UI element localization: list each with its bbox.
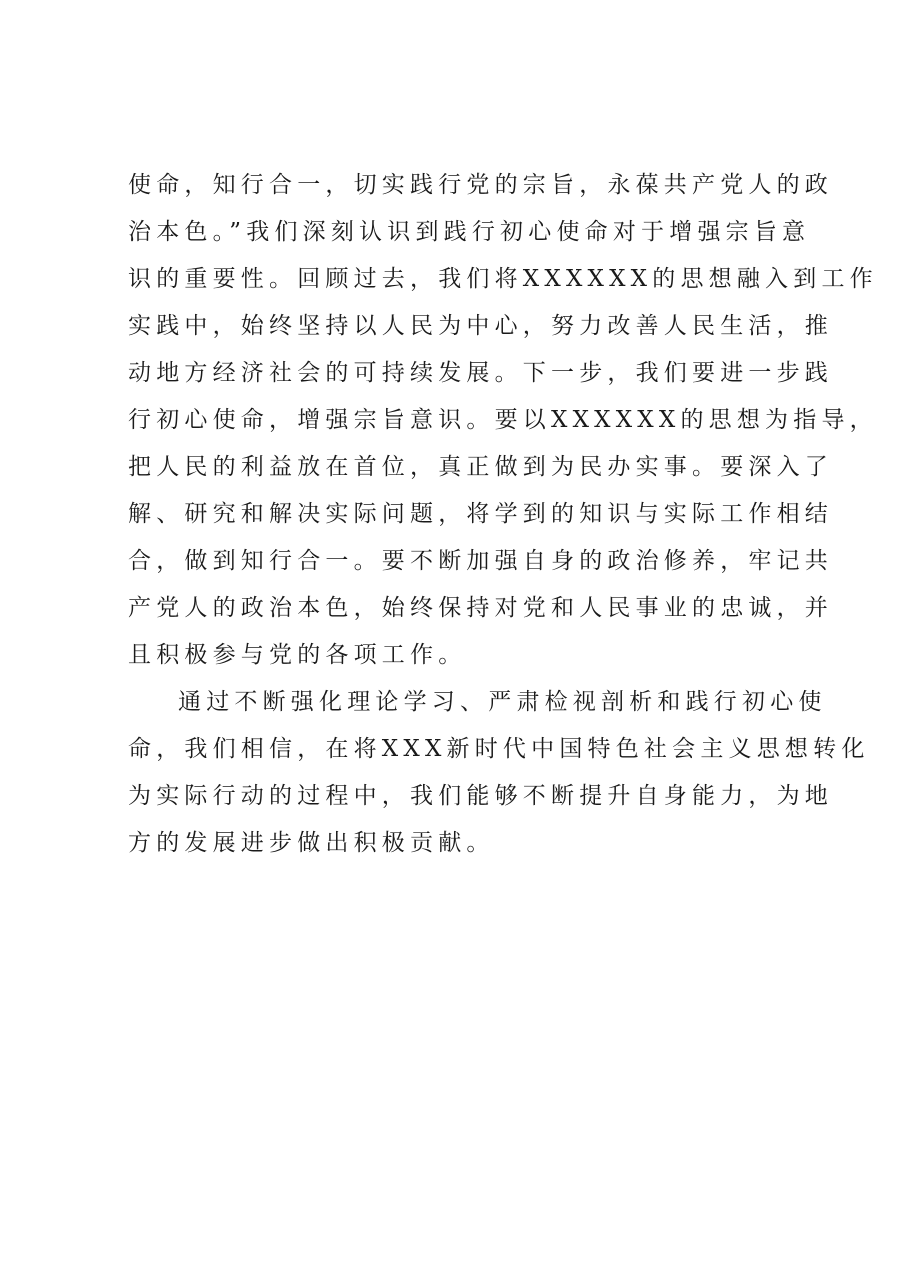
text-line: 动地方经济社会的可持续发展。下一步，我们要进一步践 [128,360,833,386]
document-body [128,162,878,867]
text-line: 使命，知行合一，切实践行党的宗旨，永葆共产党人的政 [128,172,833,198]
text-line: 方的发展进步做出积极贡献。 [128,830,495,856]
paragraph-1 [128,162,878,679]
text-line: 合，做到知行合一。要不断加强自身的政治修养，牢记共 [128,548,833,574]
text-line: 命，我们相信，在将XXX新时代中国特色社会主义思想转化 [128,736,870,762]
text-line: 解、研究和解决实际问题，将学到的知识与实际工作相结 [128,501,833,527]
text-line: 且积极参与党的各项工作。 [128,642,467,668]
text-line: 把人民的利益放在首位，真正做到为民办实事。要深入了 [128,454,833,480]
text-line: 行初心使命，增强宗旨意识。要以XXXXXX的思想为指导， [128,407,878,433]
text-line: 治本色。”我们深刻认识到践行初心使命对于增强宗旨意 [128,219,811,245]
paragraph-2 [128,679,870,867]
text-line: 实践中，始终坚持以人民为中心，努力改善人民生活，推 [128,313,833,339]
text-line: 识的重要性。回顾过去，我们将XXXXXX的思想融入到工作 [128,266,878,292]
text-line: 为实际行动的过程中，我们能够不断提升自身能力，为地 [128,783,833,809]
text-line: 通过不断强化理论学习、严肃检视剖析和践行初心使 [178,689,827,715]
text-line: 产党人的政治本色，始终保持对党和人民事业的忠诚，并 [128,595,833,621]
